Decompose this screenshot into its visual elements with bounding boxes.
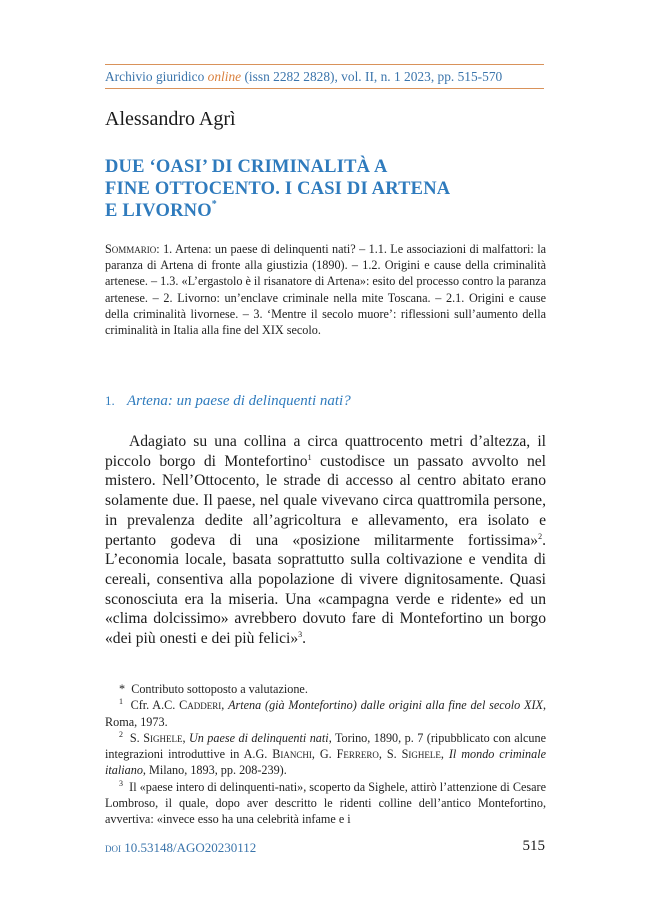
journal-online: online	[207, 69, 242, 84]
section-heading	[105, 393, 351, 410]
footnote-2-text-f: , Milano, 1893, pp. 208-239).	[142, 763, 287, 778]
journal-prefix: Archivio giuridico	[105, 69, 208, 84]
footnote-2-author-4: Sighele	[401, 747, 441, 762]
body-part-3: . L’economia locale, basata soprattutto sulla coltivazione e vendita di cereali, consentiva alla popolazione di vivere dignitosamente. Quasi sconosciuta era la miseria. Una «campagna verde e ridente» ed un «clima dolcissimo» avrebbero dovuto fare di Montefortino un borgo «dei più onesti e dei più felici»	[105, 531, 546, 648]
footnote-2-text-d: , S.	[378, 747, 402, 762]
footnote-2-sep: ,	[182, 730, 189, 745]
footnote-2-text-c: , G.	[311, 747, 337, 762]
footnote-1-title: Artena (già Montefortino) dalle origini alla fine del secolo XIX	[228, 698, 543, 713]
title-footnote-mark: *	[211, 199, 217, 210]
footnote-3-text: Il «paese intero di delinquenti-nati», scoperto da Sighele, attirò l’attenzione di Cesare Lombroso, il quale, dopo aver descritto le ridenti colline dell’antico Montefortino, avvertiva: «invece esso ha una celebrità infame e i	[105, 779, 546, 827]
section-number: 1.	[105, 393, 115, 408]
body-part-4: .	[302, 630, 307, 648]
header-bottom-rule	[105, 88, 544, 89]
doi-value: 10.53148/AGO20230112	[121, 840, 257, 855]
footnote-1-text-b: , Roma, 1973.	[105, 698, 547, 729]
footnote-1	[105, 697, 546, 730]
title-line-3	[105, 200, 545, 222]
summary-label: Sommario	[105, 242, 157, 256]
footnote-1-sep: ,	[221, 698, 229, 713]
title-line-3-text: E LIVORNO	[105, 201, 212, 221]
footnote-2-text-a: S.	[129, 730, 144, 745]
body-part-1: Adagiato su una collina a circa quattrocento metri d’altezza, il piccolo borgo di Montefortino	[105, 433, 546, 470]
footnote-1-text-a: Cfr. A.C.	[130, 698, 180, 713]
footnote-2-mark: 2	[119, 729, 123, 739]
journal-suffix: (issn 2282 2828), vol. II, n. 1 2023, pp. 515-570	[241, 69, 503, 84]
page-number: 515	[522, 838, 545, 854]
body-paragraph	[105, 432, 546, 649]
summary-text: : 1. Artena: un paese di delinquenti nati? – 1.1. Le associazioni di malfattori: la paranza di Artena di fronte alla giustizia (1890). – 1.2. Origini e cause della criminalità artenese. – 1.3. «L’ergastolo è il risanatore di Artena»: esito del processo contro la paranza artenese. – 2. Livorno: un’enclave criminale nella mite Toscana. – 2.1. Origini e cause della criminalità livornese. – 3. ‘Mentre il secolo muore’: riflessioni sull’aumento della criminalità in Italia alla fine del XIX secolo.	[105, 242, 546, 338]
author-name: Alessandro Agrì	[105, 108, 236, 130]
title-line-1: DUE ‘OASI’ DI CRIMINALITÀ A	[105, 157, 388, 177]
footnote-2-author: Sighele	[143, 730, 183, 745]
title-line-2: FINE OTTOCENTO. I CASI DI ARTENA	[105, 179, 451, 199]
footnote-1-author: Cadderi	[179, 698, 222, 713]
footnote-3-mark: 3	[119, 778, 123, 788]
doi-label: doi	[105, 840, 121, 855]
footnotes	[105, 681, 546, 828]
header-top-rule	[105, 64, 544, 65]
journal-header	[105, 69, 544, 85]
footnote-star-mark: *	[119, 682, 126, 696]
footnote-3	[105, 779, 546, 828]
footnote-2-text-e: ,	[440, 747, 449, 762]
footnote-star	[105, 681, 546, 697]
footnote-ref-2[interactable]: 2	[538, 531, 543, 541]
footnote-2-title: Un paese di delinquenti nati	[188, 730, 329, 745]
footnote-1-mark: 1	[119, 697, 123, 707]
footnote-2-title-2: Il mondo criminale italiano	[105, 747, 547, 778]
doi-link[interactable]	[105, 840, 256, 856]
body-part-2: custodisce un passato avvolto nel mistero. Nell’Ottocento, le strade di accesso al centro abitato erano solamente due. Il paese, nel quale vivevano circa quattromila persone, in prevalenza dedite all’agricoltura e allevamento, era isolato e pertanto godeva di una «posizione militarmente fortissima»	[105, 452, 546, 549]
footnote-star-text: Contributo sottoposto a valutazione.	[131, 682, 308, 696]
footnote-2	[105, 730, 546, 779]
article-title	[105, 156, 545, 222]
body-text	[105, 432, 546, 649]
footnote-ref-3[interactable]: 3	[298, 629, 303, 639]
footnote-2-author-3: Ferrero	[336, 747, 379, 762]
footnote-2-author-2: Bianchi	[272, 747, 312, 762]
footnote-ref-1[interactable]: 1	[307, 452, 312, 462]
section-title: Artena: un paese di delinquenti nati?	[127, 393, 351, 409]
footnote-2-text-b: , Torino, 1890, p. 7 (ripubblicato con alcune integrazioni introduttive in A.G.	[105, 730, 547, 762]
summary	[105, 241, 546, 338]
